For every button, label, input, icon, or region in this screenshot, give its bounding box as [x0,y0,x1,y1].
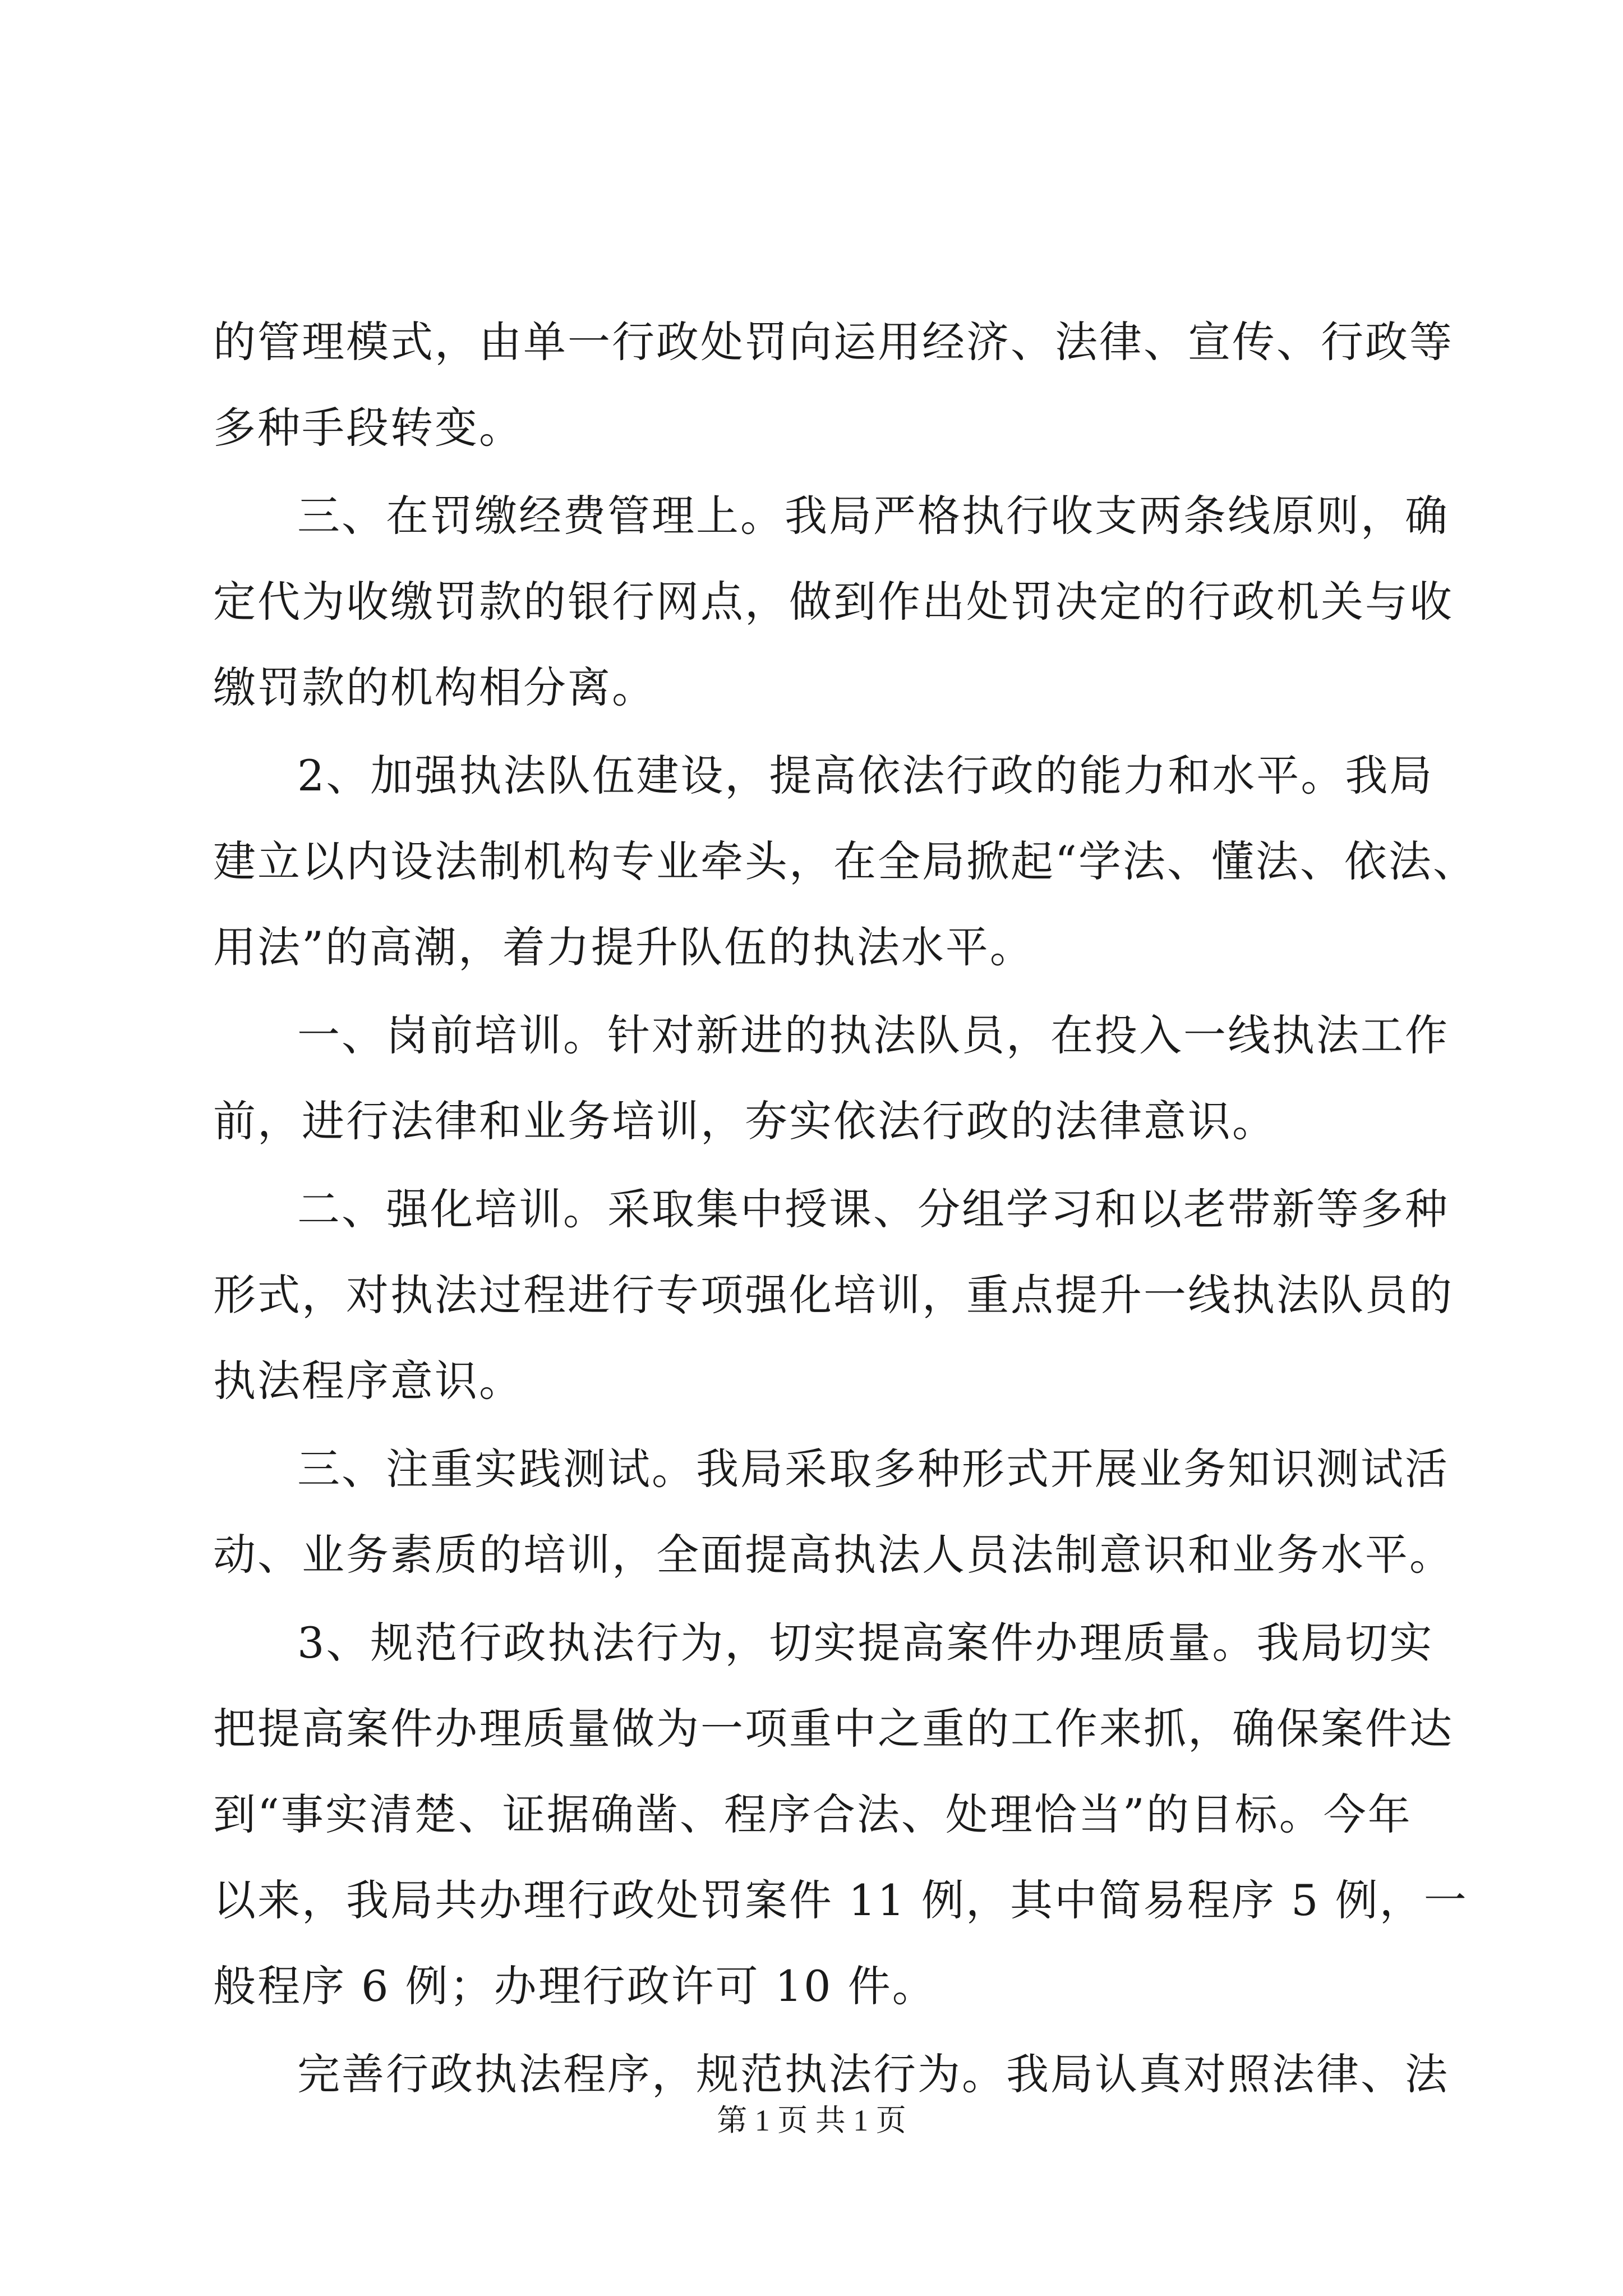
text-line: 执法程序意识。 [213,1356,523,1406]
text-line: 前，进行法律和业务培训，夯实依法行政的法律意识。 [213,1096,1276,1146]
text-line: 动、业务素质的培训，全面提高执法人员法制意识和业务水平。 [213,1530,1454,1580]
page-number-footer: 第 1 页 共 1 页 [717,2104,906,2137]
text-line: 把提高案件办理质量做为一项重中之重的工作来抓，确保案件达 [213,1704,1454,1754]
paragraph-first-line: 三、在罚缴经费管理上。我局严格执行收支两条线原则，确 [297,491,1449,541]
text-line: 以来，我局共办理行政处罚案件 11 例，其中简易程序 5 例，一 [213,1875,1468,1925]
text-line: 缴罚款的机构相分离。 [213,662,656,712]
paragraph-first-line: 3、规范行政执法行为，切实提高案件办理质量。我局切实 [297,1618,1434,1668]
paragraph-first-line: 一、岗前培训。针对新进的执法队员，在投入一线执法工作 [297,1010,1449,1060]
paragraph-first-line: 2、加强执法队伍建设，提高依法行政的能力和水平。我局 [297,751,1434,800]
paragraph-first-line: 完善行政执法程序，规范执法行为。我局认真对照法律、法 [297,2049,1449,2099]
text-line: 形式，对执法过程进行专项强化培训，重点提升一线执法队员的 [213,1270,1454,1320]
text-line: 建立以内设法制机构专业牵头，在全局掀起“学法、懂法、依法、 [213,836,1477,886]
paragraph-first-line: 三、注重实践测试。我局采取多种形式开展业务知识测试活 [297,1444,1449,1494]
paragraph-first-line: 二、强化培训。采取集中授课、分组学习和以老带新等多种 [297,1184,1449,1234]
text-line: 般程序 6 例；办理行政许可 10 件。 [213,1961,937,2011]
text-line: 的管理模式，由单一行政处罚向运用经济、法律、宣传、行政等 [213,317,1454,367]
text-line: 定代为收缴罚款的银行网点，做到作出处罚决定的行政机关与收 [213,577,1454,627]
text-line: 用法”的高潮，着力提升队伍的执法水平。 [213,922,1034,972]
text-line: 多种手段转变。 [213,403,523,453]
text-line: 到“事实清楚、证据确凿、程序合法、处理恰当”的目标。今年 [213,1789,1412,1839]
